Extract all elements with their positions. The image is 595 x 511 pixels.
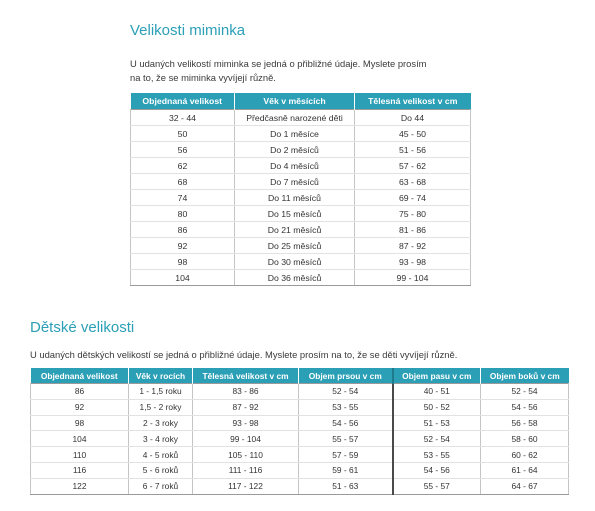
- kids-table-cell: 111 - 116: [193, 462, 299, 478]
- baby-table-row: [131, 110, 471, 126]
- kids-table-cell: 2 - 3 roky: [129, 415, 193, 431]
- kids-table-cell: 51 - 53: [393, 415, 481, 431]
- kids-table-cell: 117 - 122: [193, 478, 299, 494]
- kids-table-cell: 4 - 5 roků: [129, 447, 193, 463]
- baby-table-cell: 68: [131, 174, 235, 190]
- kids-table-cell: 110: [31, 447, 129, 463]
- baby-table-row: [131, 174, 471, 190]
- kids-table-cell: 105 - 110: [193, 447, 299, 463]
- kids-table-cell: 99 - 104: [193, 431, 299, 447]
- kids-table-cell: 53 - 55: [299, 399, 393, 415]
- baby-header-ordered-size: Objednaná velikost: [131, 93, 235, 110]
- kids-table-cell: 104: [31, 431, 129, 447]
- baby-table-cell: 87 - 92: [355, 238, 471, 254]
- kids-table-cell: 54 - 56: [393, 462, 481, 478]
- baby-table-row: [131, 126, 471, 142]
- kids-table-cell: 56 - 58: [481, 415, 569, 431]
- kids-table-cell: 55 - 57: [299, 431, 393, 447]
- baby-table-cell: 86: [131, 222, 235, 238]
- baby-table-cell: 99 - 104: [355, 270, 471, 286]
- kids-table-cell: 59 - 61: [299, 462, 393, 478]
- kids-table-row: [31, 431, 569, 447]
- kids-table-cell: 116: [31, 462, 129, 478]
- baby-table-row: [131, 270, 471, 286]
- baby-table-cell: Do 15 měsíců: [235, 206, 355, 222]
- kids-table-row: [31, 478, 569, 494]
- baby-table-header-row: [131, 93, 471, 110]
- baby-table-cell: 32 - 44: [131, 110, 235, 126]
- baby-table-row: [131, 190, 471, 206]
- kids-table-row: [31, 415, 569, 431]
- baby-sizes-title: Velikosti miminka: [130, 22, 246, 39]
- baby-table-row: [131, 254, 471, 270]
- baby-table-cell: 69 - 74: [355, 190, 471, 206]
- kids-table-cell: 98: [31, 415, 129, 431]
- baby-sizes-intro: [130, 57, 490, 84]
- kids-table-cell: 51 - 63: [299, 478, 393, 494]
- baby-table-cell: 92: [131, 238, 235, 254]
- kids-table-cell: 3 - 4 roky: [129, 431, 193, 447]
- baby-table-cell: 104: [131, 270, 235, 286]
- kids-table-header-row: [31, 368, 569, 384]
- kids-header-ordered-size: Objednaná velikost: [31, 368, 129, 384]
- kids-table-cell: 87 - 92: [193, 399, 299, 415]
- kids-table-cell: 40 - 51: [393, 384, 481, 400]
- baby-table-cell: 80: [131, 206, 235, 222]
- baby-header-age-months: Věk v měsících: [235, 93, 355, 110]
- baby-table-cell: 57 - 62: [355, 158, 471, 174]
- kids-table-cell: 52 - 54: [299, 384, 393, 400]
- baby-intro-line2: na to, že se miminka vyvíjejí různě.: [130, 71, 276, 83]
- baby-intro-line1: U udaných velikostí miminka se jedná o přibližné údaje. Myslete prosím: [130, 58, 427, 69]
- kids-table-cell: 86: [31, 384, 129, 400]
- baby-table-cell: 98: [131, 254, 235, 270]
- kids-table-cell: 54 - 56: [299, 415, 393, 431]
- kids-size-table: [30, 368, 569, 495]
- kids-header-age-years: Věk v rocích: [129, 368, 193, 384]
- kids-table-cell: 61 - 64: [481, 462, 569, 478]
- baby-table-row: [131, 206, 471, 222]
- baby-table-cell: 74: [131, 190, 235, 206]
- kids-table-cell: 6 - 7 roků: [129, 478, 193, 494]
- kids-table-cell: 58 - 60: [481, 431, 569, 447]
- baby-table-cell: Do 36 měsíců: [235, 270, 355, 286]
- kids-table-cell: 52 - 54: [393, 431, 481, 447]
- baby-table-cell: 62: [131, 158, 235, 174]
- kids-table-cell: 64 - 67: [481, 478, 569, 494]
- kids-table-cell: 122: [31, 478, 129, 494]
- baby-table-cell: Do 11 měsíců: [235, 190, 355, 206]
- kids-table-cell: 83 - 86: [193, 384, 299, 400]
- kids-sizes-title: Dětské velikosti: [30, 319, 135, 336]
- kids-header-body-size: Tělesná velikost v cm: [193, 368, 299, 384]
- kids-table-cell: 1,5 - 2 roky: [129, 399, 193, 415]
- baby-table-cell: Do 25 měsíců: [235, 238, 355, 254]
- baby-table-row: [131, 158, 471, 174]
- baby-table-cell: 45 - 50: [355, 126, 471, 142]
- baby-table-cell: Do 2 měsíců: [235, 142, 355, 158]
- kids-table-row: [31, 462, 569, 478]
- baby-table-cell: 56: [131, 142, 235, 158]
- kids-header-waist: Objem pasu v cm: [393, 368, 481, 384]
- baby-table-cell: Do 7 měsíců: [235, 174, 355, 190]
- kids-table-cell: 60 - 62: [481, 447, 569, 463]
- kids-header-chest: Objem prsou v cm: [299, 368, 393, 384]
- baby-table-row: [131, 142, 471, 158]
- kids-table-row: [31, 447, 569, 463]
- baby-table-cell: 93 - 98: [355, 254, 471, 270]
- kids-table-cell: 92: [31, 399, 129, 415]
- baby-table-cell: 50: [131, 126, 235, 142]
- kids-table-cell: 5 - 6 roků: [129, 462, 193, 478]
- kids-table-cell: 55 - 57: [393, 478, 481, 494]
- kids-header-hips: Objem boků v cm: [481, 368, 569, 384]
- baby-table-cell: 75 - 80: [355, 206, 471, 222]
- baby-header-body-size: Tělesná velikost v cm: [355, 93, 471, 110]
- baby-table-cell: 51 - 56: [355, 142, 471, 158]
- baby-table-cell: Předčasně narozené děti: [235, 110, 355, 126]
- baby-table-cell: Do 30 měsíců: [235, 254, 355, 270]
- kids-table-cell: 54 - 56: [481, 399, 569, 415]
- baby-table-cell: 63 - 68: [355, 174, 471, 190]
- baby-table-cell: 81 - 86: [355, 222, 471, 238]
- baby-table-cell: Do 4 měsíců: [235, 158, 355, 174]
- kids-table-cell: 57 - 59: [299, 447, 393, 463]
- kids-table-row: [31, 399, 569, 415]
- kids-table-cell: 50 - 52: [393, 399, 481, 415]
- baby-table-cell: Do 1 měsíce: [235, 126, 355, 142]
- baby-table-cell: Do 44: [355, 110, 471, 126]
- kids-table-row: [31, 384, 569, 400]
- kids-table-cell: 53 - 55: [393, 447, 481, 463]
- baby-table-row: [131, 238, 471, 254]
- baby-table-row: [131, 222, 471, 238]
- kids-table-cell: 52 - 54: [481, 384, 569, 400]
- kids-table-cell: 93 - 98: [193, 415, 299, 431]
- baby-table-cell: Do 21 měsíců: [235, 222, 355, 238]
- baby-size-table: [130, 93, 471, 286]
- kids-table-cell: 1 - 1,5 roku: [129, 384, 193, 400]
- kids-sizes-intro: U udaných dětských velikostí se jedná o přibližné údaje. Myslete prosím na to, že se děti vyvíjejí různě.: [30, 349, 458, 360]
